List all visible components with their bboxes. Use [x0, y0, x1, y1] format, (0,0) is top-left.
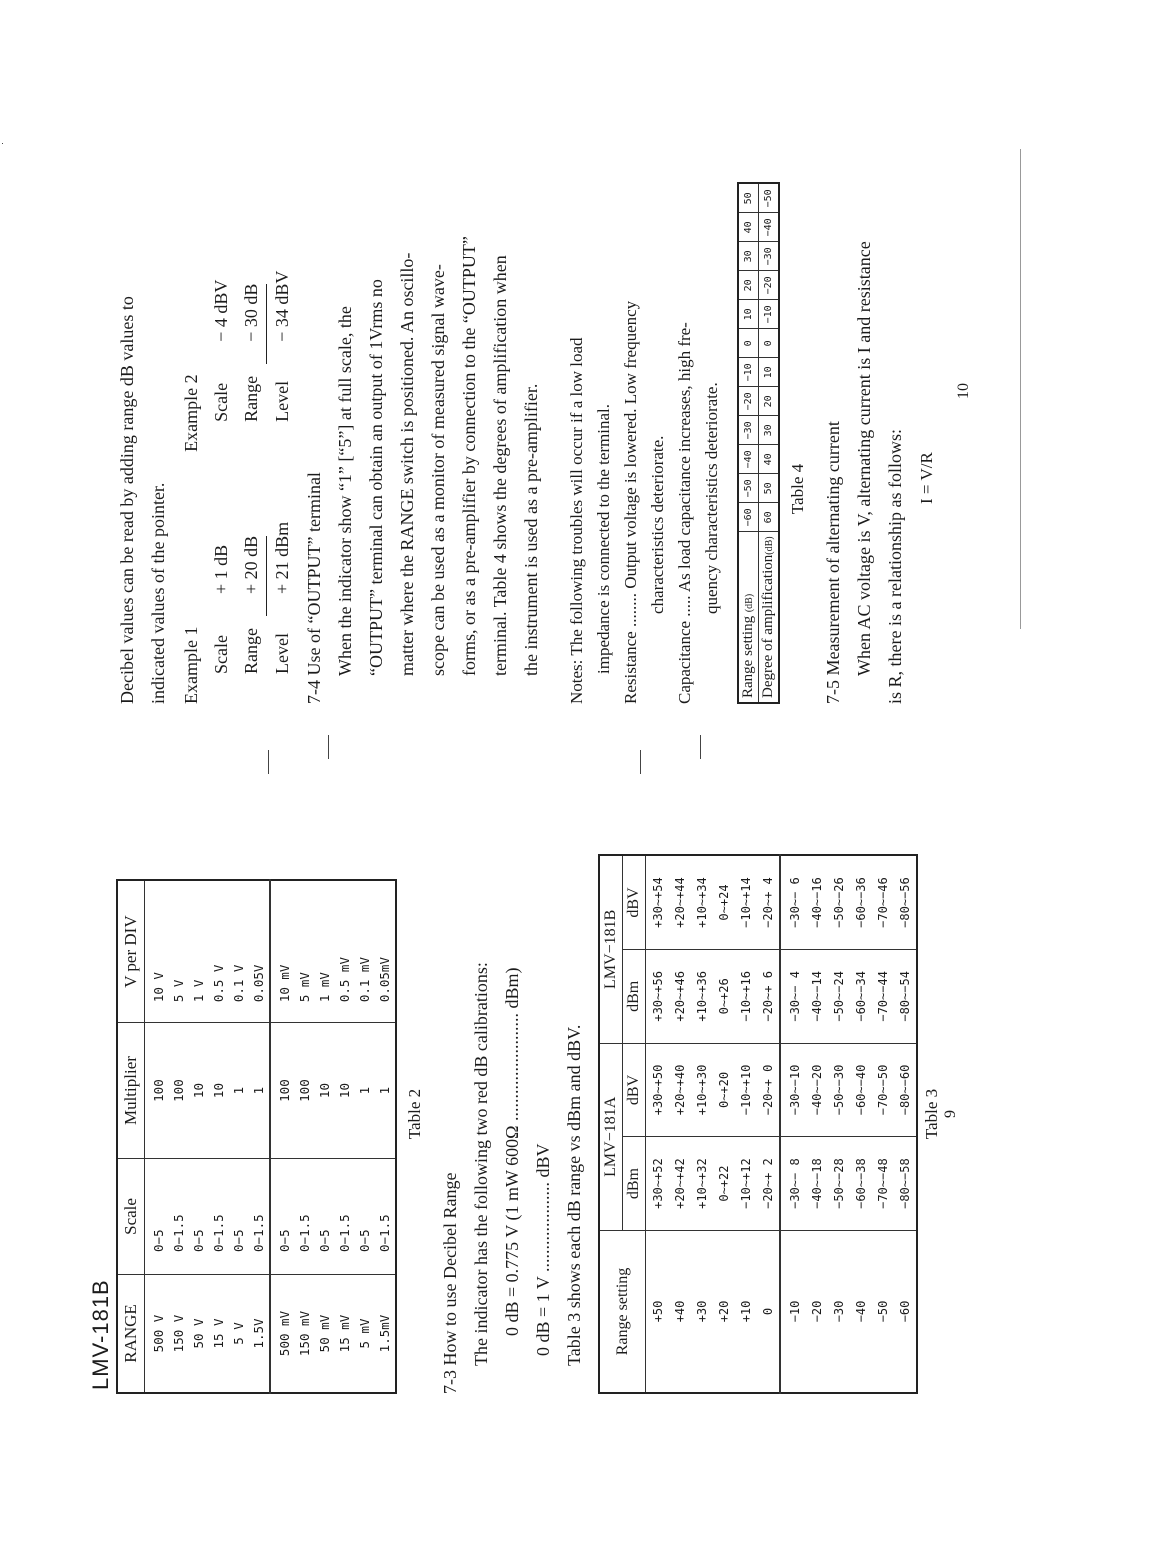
t2-range-cell: 5 V	[229, 1274, 249, 1393]
t2-millivolt-rows	[270, 880, 396, 1393]
t4-amp-label	[759, 532, 780, 703]
table2-model-title: LMV-181B	[88, 1279, 113, 1390]
t3-negative-rows	[780, 855, 917, 1393]
example-1-scale-label: Scale	[211, 635, 231, 674]
t2-range-cell: 1.5mV	[375, 1274, 396, 1393]
t2-multiplier-cell: 10	[315, 1023, 335, 1159]
t2-range-cell: 500 mV	[270, 1274, 295, 1393]
t3-range-cell: +20	[713, 1230, 735, 1393]
t3-header-lmv181b: LMV−181B	[599, 855, 623, 1043]
t2-scale-cell: 0−1.5	[295, 1158, 315, 1274]
t3-range-cell: +10	[735, 1230, 757, 1393]
t2-multiplier-cell: 10	[209, 1023, 229, 1159]
t2-scale-cell: 0−5	[315, 1158, 335, 1274]
t4-amp-value: −50	[759, 183, 780, 213]
t2-multiplier-cell: 1	[355, 1023, 375, 1159]
table-2	[116, 879, 397, 1394]
t2-row	[355, 880, 375, 1393]
t3-a-dbv-cell: −50∼−30	[828, 1043, 850, 1137]
section-7-4-line-1: When the indicator show “1” [“5”] at full scale, the	[335, 306, 355, 676]
fold-mark-1	[268, 750, 269, 774]
t4-amp-value: 40	[759, 445, 780, 474]
section-7-4-heading: 7-4 Use of “OUTPUT” terminal	[304, 472, 324, 704]
example-2-range-label: Range	[241, 375, 261, 422]
t4-amp-value: −40	[759, 213, 780, 242]
t3-a-dbv-cell: −30∼−10	[780, 1043, 806, 1137]
t2-multiplier-cell: 1	[249, 1023, 270, 1159]
example-2-level-value: − 34 dBV	[272, 270, 292, 342]
section-7-5-heading: 7-5 Measurement of alternating current	[823, 421, 843, 704]
t3-b-dbv-cell: −60∼−36	[850, 855, 872, 950]
t4-amp-value: 60	[759, 503, 780, 532]
t3-a-dbm-cell: −40∼−18	[806, 1137, 828, 1231]
t3-row	[780, 855, 806, 1393]
t2-range-cell: 150 V	[169, 1274, 189, 1393]
t2-vperdiv-cell: 10 V	[145, 880, 170, 1023]
t2-row	[229, 880, 249, 1393]
t2-row	[249, 880, 270, 1393]
t2-scale-cell: 0−1.5	[335, 1158, 355, 1274]
t3-b-dbv-cell: +20∼+44	[669, 855, 691, 950]
notes-resistance: Resistance ........ Output voltage is lowered. Low frequency	[621, 300, 640, 704]
example-1-scale-value: + 1 dB	[211, 544, 231, 594]
page-10	[112, 54, 942, 704]
t2-row	[315, 880, 335, 1393]
t3-a-dbm-cell: −70∼−48	[872, 1137, 894, 1231]
t3-b-dbm-cell: 0∼+26	[713, 950, 735, 1044]
section-7-4-line-3: matter where the RANGE switch is positioned. An oscillo-	[397, 252, 417, 676]
example-2-title: Example 2	[181, 374, 201, 452]
t3-b-dbm-cell: +10∼+36	[691, 950, 713, 1044]
t4-range-value: 50	[738, 183, 759, 213]
scan-line-right	[1020, 149, 1021, 629]
fold-mark-3	[640, 750, 641, 774]
decibel-intro-line-2: indicated values of the pointer.	[148, 482, 168, 704]
t4-amp-value: 50	[759, 474, 780, 503]
t3-a-dbv-cell: −60∼−40	[850, 1043, 872, 1137]
t3-b-dbv-cell: +30∼+54	[646, 855, 670, 950]
section-7-3	[435, 834, 590, 1394]
t2-vperdiv-cell: 1 V	[189, 880, 209, 1023]
t4-range-value: 30	[738, 242, 759, 271]
section-7-3-intro: The indicator has the following two red dB calibrations:	[471, 962, 491, 1366]
equation-dbm: 0 dB = 0.775 V (1 mW 600Ω ........................ dBm)	[502, 967, 522, 1336]
t3-b-dbv-cell: −20∼+ 4	[757, 855, 780, 950]
t3-range-cell: −30	[828, 1230, 850, 1393]
t3-b-dbm-cell: −80∼−54	[894, 950, 917, 1044]
t2-multiplier-cell: 100	[270, 1023, 295, 1159]
t2-range-cell: 500 V	[145, 1274, 170, 1393]
t4-amp-value: 30	[759, 416, 780, 445]
t2-range-cell: 15 V	[209, 1274, 229, 1393]
section-7-4-line-5: forms, or as a pre-amplifier by connection to the “OUTPUT”	[459, 236, 479, 676]
t2-scale-cell: 0−5	[355, 1158, 375, 1274]
section-7-4-line-4: scope can be used as a monitor of measured signal wave-	[428, 264, 448, 676]
example-1	[176, 522, 297, 704]
t4-range-row	[738, 183, 759, 703]
t3-a-dbv-cell: +30∼+50	[646, 1043, 670, 1137]
example-1-range-label: Range	[241, 628, 261, 674]
t2-vperdiv-cell: 0.5 V	[209, 880, 229, 1023]
t3-row	[894, 855, 917, 1393]
t3-header-lmv181a: LMV−181A	[599, 1043, 623, 1230]
t2-header-vperdiv: V per DIV	[117, 880, 145, 1023]
t3-b-dbm-cell: +30∼+56	[646, 950, 670, 1044]
formula-current: I = V/R	[917, 452, 936, 504]
decibel-intro	[112, 54, 174, 704]
decibel-intro-line-1: Decibel values can be read by adding range dB values to	[117, 296, 137, 704]
t3-row	[828, 855, 850, 1393]
t3-row	[872, 855, 894, 1393]
t3-range-cell: +40	[669, 1230, 691, 1393]
table-4	[737, 182, 780, 704]
t3-row	[735, 855, 757, 1393]
table2-caption: Table 2	[405, 1088, 424, 1140]
t3-range-cell: −60	[894, 1230, 917, 1393]
t3-a-dbv-cell: −40∼−20	[806, 1043, 828, 1137]
t2-row	[189, 880, 209, 1393]
t4-amp-label-text: Degree of amplification	[760, 554, 776, 698]
t2-vperdiv-cell: 5 V	[169, 880, 189, 1023]
t3-positive-rows	[646, 855, 781, 1393]
t2-range-cell: 1.5V	[249, 1274, 270, 1393]
t4-range-value: −60	[738, 503, 759, 532]
table-3	[598, 854, 918, 1394]
t2-multiplier-cell: 10	[189, 1023, 209, 1159]
t2-row	[270, 880, 295, 1393]
t4-amp-value: −30	[759, 242, 780, 271]
section-7-5	[818, 54, 942, 704]
t3-a-dbm-cell: +10∼+32	[691, 1137, 713, 1231]
t4-range-value: 10	[738, 300, 759, 329]
t4-range-label	[738, 532, 759, 703]
fold-mark-4	[700, 735, 701, 759]
t2-header-multiplier: Multiplier	[117, 1023, 145, 1159]
t3-a-dbm-cell: +30∼+52	[646, 1137, 670, 1231]
example-1-level-value: + 21 dBm	[272, 521, 292, 594]
t3-a-dbm-cell: −80∼−58	[894, 1137, 917, 1231]
t2-row	[145, 880, 170, 1393]
t3-header-a-dbv: dBV	[623, 1043, 646, 1137]
page-number-10: 10	[955, 383, 972, 399]
t4-amp-value: 20	[759, 387, 780, 416]
notes-line-1: Notes: The following troubles will occur if a low load	[567, 337, 586, 704]
t3-row	[691, 855, 713, 1393]
t3-a-dbm-cell: −20∼+ 2	[757, 1137, 780, 1231]
t2-scale-cell: 0−5	[229, 1158, 249, 1274]
t3-b-dbv-cell: −50∼−26	[828, 855, 850, 950]
t2-row	[335, 880, 355, 1393]
t3-a-dbm-cell: +20∼+42	[669, 1137, 691, 1231]
t4-range-unit: (dB)	[744, 593, 755, 613]
t4-range-value: −40	[738, 445, 759, 474]
t3-row	[669, 855, 691, 1393]
scan-line-top	[2, 143, 3, 144]
t2-vperdiv-cell: 0.1 V	[229, 880, 249, 1023]
t2-multiplier-cell: 10	[335, 1023, 355, 1159]
t3-a-dbm-cell: 0∼+22	[713, 1137, 735, 1231]
t3-b-dbm-cell: −10∼+16	[735, 950, 757, 1044]
t3-range-cell: −20	[806, 1230, 828, 1393]
t3-b-dbm-cell: −50∼−24	[828, 950, 850, 1044]
notes-line-2: impedance is connected to the terminal.	[594, 403, 613, 674]
t2-row	[295, 880, 315, 1393]
t3-header-b-dbm: dBm	[623, 950, 646, 1044]
t3-range-cell: −50	[872, 1230, 894, 1393]
example-2-scale-label: Scale	[211, 382, 231, 422]
t2-range-cell: 150 mV	[295, 1274, 315, 1393]
t4-range-value: 40	[738, 213, 759, 242]
t2-scale-cell: 0−1.5	[169, 1158, 189, 1274]
t3-row	[806, 855, 828, 1393]
example-2	[176, 271, 297, 452]
t2-vperdiv-cell: 10 mV	[270, 880, 295, 1023]
t4-amp-value: 0	[759, 329, 780, 358]
section-7-4-line-7: the instrument is used as a pre-amplifier.	[521, 383, 541, 676]
notes-capacitance-cont: quency characteristics deteriorate.	[702, 382, 721, 614]
t3-b-dbm-cell: −40∼−14	[806, 950, 828, 1044]
equation-dbv: 0 dB = 1 V .................... dBV	[533, 1143, 553, 1356]
page-number-9: 9	[942, 1110, 959, 1118]
t2-multiplier-cell: 1	[375, 1023, 396, 1159]
t2-vperdiv-cell: 0.1 mV	[355, 880, 375, 1023]
t2-multiplier-cell: 100	[295, 1023, 315, 1159]
t3-a-dbv-cell: −80∼−60	[894, 1043, 917, 1137]
t3-b-dbm-cell: −30∼− 4	[780, 950, 806, 1044]
t3-range-cell: −10	[780, 1230, 806, 1393]
t4-amplification-row	[759, 183, 780, 703]
t3-b-dbv-cell: 0∼+24	[713, 855, 735, 950]
example-2-level-label: Level	[272, 380, 292, 422]
examples	[176, 54, 297, 704]
t3-range-cell: +50	[646, 1230, 670, 1393]
t2-scale-cell: 0−5	[270, 1158, 295, 1274]
t2-scale-cell: 0−1.5	[249, 1158, 270, 1274]
section-7-4-line-6: terminal. Table 4 shows the degrees of amplification when	[490, 255, 510, 676]
t2-scale-cell: 0−5	[145, 1158, 170, 1274]
t3-range-cell: +30	[691, 1230, 713, 1393]
t3-b-dbm-cell: −20∼+ 6	[757, 950, 780, 1044]
t3-row	[850, 855, 872, 1393]
t3-range-cell: −40	[850, 1230, 872, 1393]
t3-a-dbm-cell: −60∼−38	[850, 1137, 872, 1231]
t3-b-dbv-cell: −10∼+14	[735, 855, 757, 950]
t4-range-label-text: Range setting	[740, 615, 756, 698]
t3-a-dbm-cell: −10∼+12	[735, 1137, 757, 1231]
t3-a-dbv-cell: 0∼+20	[713, 1043, 735, 1137]
t3-b-dbv-cell: +10∼+34	[691, 855, 713, 950]
t2-scale-cell: 0−5	[189, 1158, 209, 1274]
t3-a-dbv-cell: −70∼−50	[872, 1043, 894, 1137]
t2-range-cell: 50 mV	[315, 1274, 335, 1393]
section-7-5-line-2: is R, there is a relationship as follows:	[885, 429, 905, 704]
notes-capacitance: Capacitance ..... As load capacitance increases, high fre-	[675, 322, 694, 704]
t2-scale-cell: 0−1.5	[209, 1158, 229, 1274]
t2-header-scale: Scale	[117, 1158, 145, 1274]
t3-a-dbm-cell: −30∼− 8	[780, 1137, 806, 1231]
t3-b-dbv-cell: −30∼− 6	[780, 855, 806, 950]
t3-header-b-dbv: dBV	[623, 855, 646, 950]
t3-a-dbm-cell: −50∼−28	[828, 1137, 850, 1231]
t3-range-cell: 0	[757, 1230, 780, 1393]
example-2-scale-value: − 4 dBV	[211, 279, 231, 342]
t3-a-dbv-cell: +20∼+40	[669, 1043, 691, 1137]
t3-b-dbm-cell: +20∼+46	[669, 950, 691, 1044]
t4-range-value: −50	[738, 474, 759, 503]
t2-vperdiv-cell: 1 mV	[315, 880, 335, 1023]
t4-range-value: 0	[738, 329, 759, 358]
t3-a-dbv-cell: +10∼+30	[691, 1043, 713, 1137]
t3-b-dbv-cell: −80∼−56	[894, 855, 917, 950]
notes-resistance-cont: characteristics deteriorate.	[648, 435, 667, 614]
t3-b-dbm-cell: −60∼−34	[850, 950, 872, 1044]
t2-row	[209, 880, 229, 1393]
t3-row	[757, 855, 780, 1393]
t2-multiplier-cell: 1	[229, 1023, 249, 1159]
t2-scale-cell: 0−1.5	[375, 1158, 396, 1274]
t2-range-cell: 15 mV	[335, 1274, 355, 1393]
example-2-range-value: − 30 dB	[236, 284, 267, 364]
fold-mark-2	[328, 735, 329, 759]
t2-multiplier-cell: 100	[169, 1023, 189, 1159]
t3-b-dbm-cell: −70∼−44	[872, 950, 894, 1044]
t3-b-dbv-cell: −70∼−46	[872, 855, 894, 950]
table3-intro: Table 3 shows each dB range vs dBm and dBV.	[564, 1024, 584, 1366]
t4-range-value: −30	[738, 416, 759, 445]
t4-amp-value: 10	[759, 358, 780, 387]
example-1-range-value: + 20 dB	[236, 536, 267, 616]
t2-vperdiv-cell: 0.05mV	[375, 880, 396, 1023]
t4-amp-value: −20	[759, 271, 780, 300]
table3-caption: Table 3	[922, 1088, 941, 1140]
t2-vperdiv-cell: 0.5 mV	[335, 880, 355, 1023]
t2-volt-rows	[145, 880, 271, 1393]
section-7-3-heading: 7-3 How to use Decibel Range	[440, 1172, 460, 1394]
section-7-5-line-1: When AC voltage is V, alternating current is I and resistance	[854, 241, 874, 676]
notes	[563, 54, 725, 704]
t3-a-dbv-cell: −10∼+10	[735, 1043, 757, 1137]
t2-multiplier-cell: 100	[145, 1023, 170, 1159]
t4-range-value: 20	[738, 271, 759, 300]
t2-row	[169, 880, 189, 1393]
t4-range-value: −20	[738, 387, 759, 416]
t3-row	[646, 855, 670, 1393]
t2-range-cell: 5 mV	[355, 1274, 375, 1393]
t2-vperdiv-cell: 0.05V	[249, 880, 270, 1023]
t3-header-a-dbm: dBm	[623, 1137, 646, 1231]
table4-caption: Table 4	[788, 463, 807, 515]
t3-header-range-setting: Range setting	[599, 1230, 646, 1393]
section-7-4-line-2: “OUTPUT” terminal can obtain an output of 1Vrms no	[366, 279, 386, 676]
page-9	[88, 834, 960, 1394]
t2-range-cell: 50 V	[189, 1274, 209, 1393]
t2-row	[375, 880, 396, 1393]
t4-amp-value: −10	[759, 300, 780, 329]
t4-amp-unit: (dB)	[764, 536, 775, 555]
t2-vperdiv-cell: 5 mV	[295, 880, 315, 1023]
t3-row	[713, 855, 735, 1393]
section-7-4	[299, 54, 547, 704]
t4-range-value: −10	[738, 358, 759, 387]
example-1-title: Example 1	[181, 626, 201, 704]
t3-b-dbv-cell: −40∼−16	[806, 855, 828, 950]
t2-header-range: RANGE	[117, 1274, 145, 1393]
t3-a-dbv-cell: −20∼+ 0	[757, 1043, 780, 1137]
example-1-level-label: Level	[272, 633, 292, 674]
